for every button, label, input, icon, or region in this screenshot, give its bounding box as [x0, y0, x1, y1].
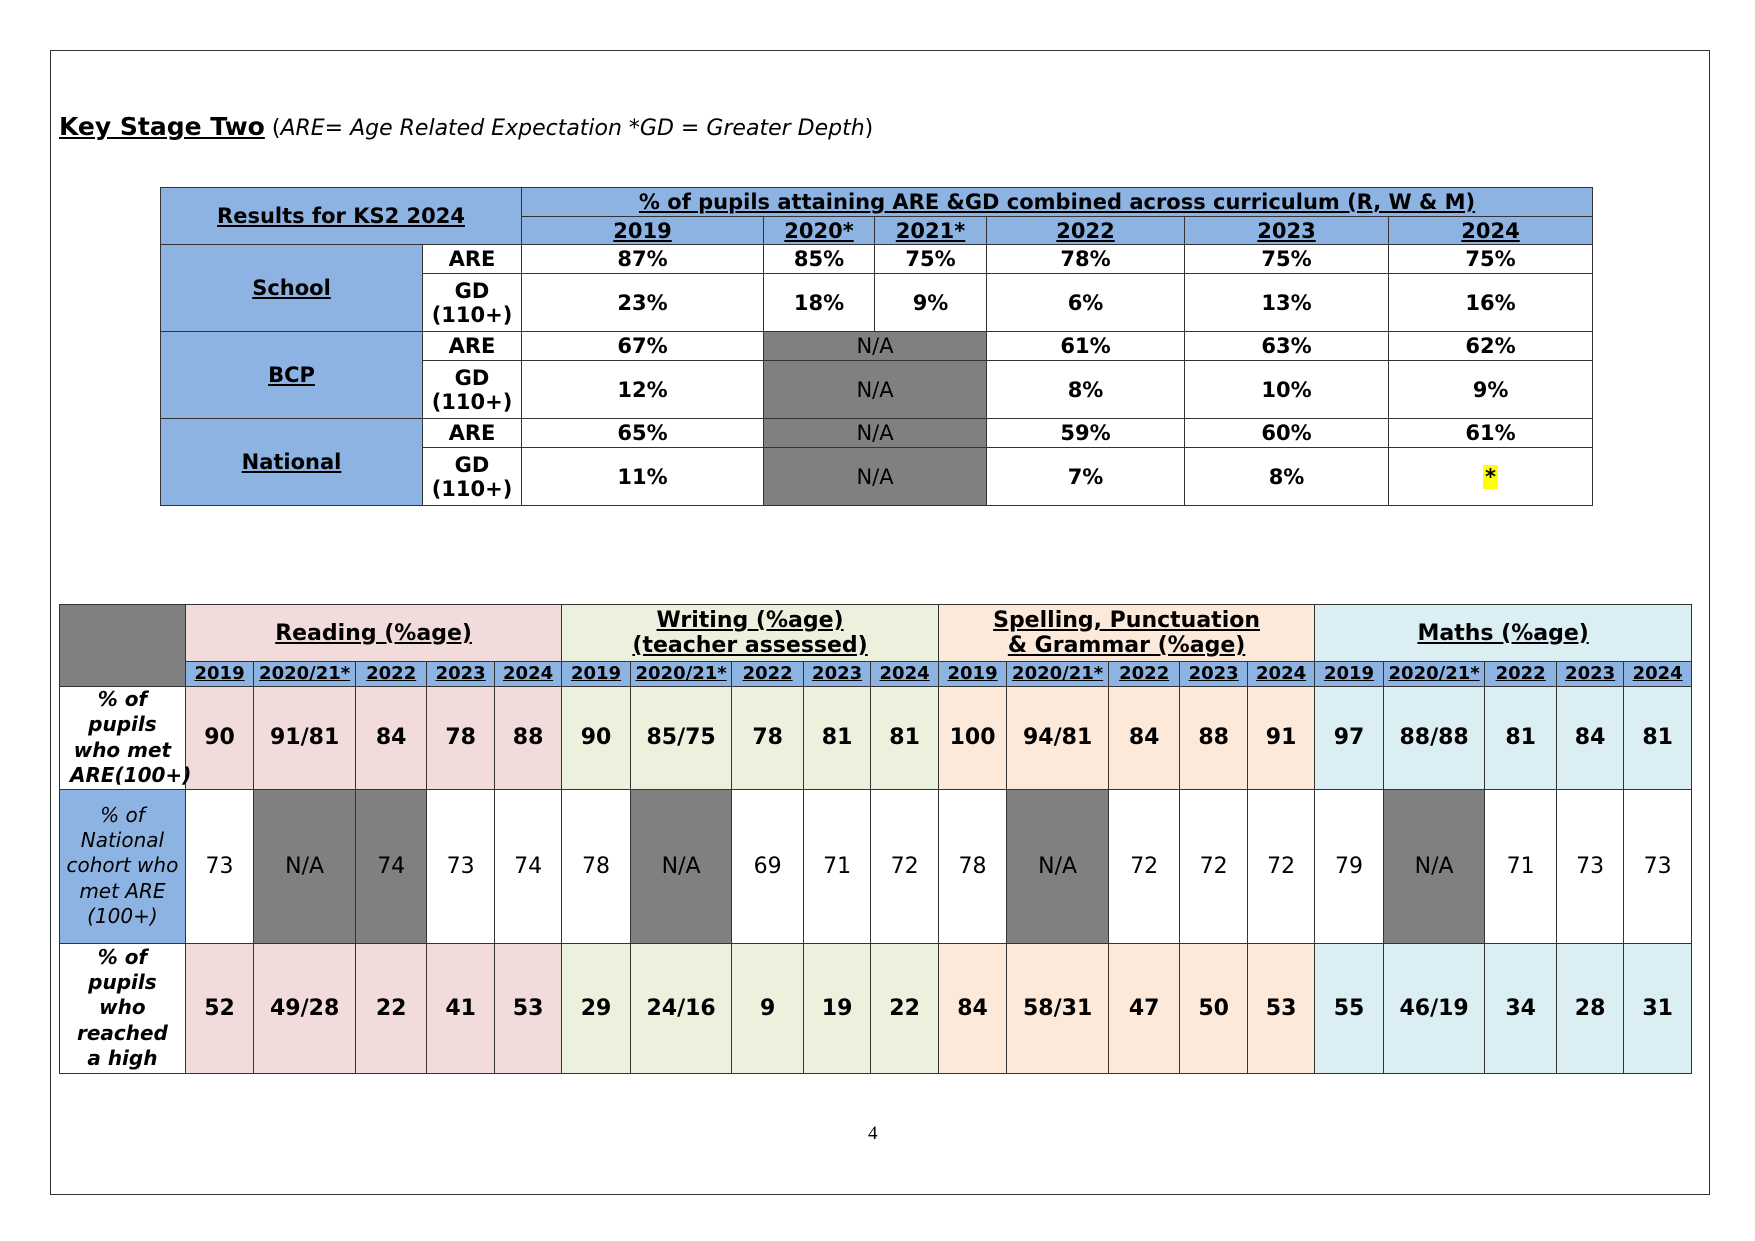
value-cell: 78 [562, 789, 630, 943]
heading-title: Key Stage Two [59, 112, 265, 141]
result-cell: 61% [1389, 419, 1593, 448]
year-header: 2023 [1180, 662, 1247, 687]
results-group-header: % of pupils attaining ARE &GD combined across curriculum (R, W & M) [522, 188, 1593, 217]
result-cell: 9% [1389, 361, 1593, 419]
value-cell: 74 [355, 789, 426, 943]
subject-header: Reading (%age) [185, 605, 561, 662]
value-cell: 72 [871, 789, 939, 943]
value-cell: 71 [803, 789, 870, 943]
value-cell: 81 [1624, 687, 1692, 790]
year-header: 2020/21* [630, 662, 732, 687]
subject-header: Writing (%age) (teacher assessed) [562, 605, 939, 662]
value-cell: 73 [427, 789, 494, 943]
year-header: 2024 [871, 662, 939, 687]
section-label-school: School [161, 245, 423, 332]
year-header: 2019 [938, 662, 1006, 687]
value-cell: 73 [1624, 789, 1692, 943]
year-header: 2021* [875, 217, 987, 245]
value-cell: 34 [1485, 943, 1556, 1073]
year-header: 2024 [1624, 662, 1692, 687]
result-cell: 65% [522, 419, 764, 448]
value-cell: 78 [427, 687, 494, 790]
year-header: 2020/21* [254, 662, 356, 687]
value-cell: 90 [562, 687, 630, 790]
value-cell: 81 [1485, 687, 1556, 790]
year-header: 2023 [1185, 217, 1389, 245]
ks2-results-table [160, 187, 1593, 506]
value-cell: 53 [1247, 943, 1314, 1073]
na-cell: N/A [764, 419, 987, 448]
year-header: 2024 [494, 662, 561, 687]
value-cell: 58/31 [1007, 943, 1109, 1073]
year-header: 2024 [1389, 217, 1593, 245]
page-number: 4 [868, 1123, 878, 1144]
result-cell: 8% [987, 361, 1185, 419]
year-header: 2022 [987, 217, 1185, 245]
result-cell: 8% [1185, 448, 1389, 506]
value-cell: 91 [1247, 687, 1314, 790]
value-cell: 90 [185, 687, 253, 790]
value-cell: 49/28 [254, 943, 356, 1073]
value-cell: 22 [871, 943, 939, 1073]
value-cell: 97 [1315, 687, 1383, 790]
value-cell: 88 [1180, 687, 1247, 790]
value-cell: 9 [732, 943, 803, 1073]
value-cell: 78 [732, 687, 803, 790]
year-header: 2019 [185, 662, 253, 687]
value-cell: 81 [803, 687, 870, 790]
year-header: 2020/21* [1007, 662, 1109, 687]
value-cell: 73 [1556, 789, 1623, 943]
result-cell: 75% [1185, 245, 1389, 274]
na-cell: N/A [764, 332, 987, 361]
result-cell: 78% [987, 245, 1185, 274]
value-cell: 24/16 [630, 943, 732, 1073]
value-cell: 47 [1108, 943, 1179, 1073]
row-label: % of pupils who met ARE(100+) [60, 687, 186, 790]
year-header: 2022 [1485, 662, 1556, 687]
value-cell: N/A [1383, 789, 1485, 943]
value-cell: 84 [355, 687, 426, 790]
measure-label: ARE [423, 419, 522, 448]
value-cell: 50 [1180, 943, 1247, 1073]
year-header: 2023 [803, 662, 870, 687]
value-cell: 72 [1247, 789, 1314, 943]
year-header: 2023 [427, 662, 494, 687]
page-heading [59, 112, 873, 141]
result-cell: 16% [1389, 274, 1593, 332]
value-cell: 84 [1108, 687, 1179, 790]
measure-label: ARE [423, 245, 522, 274]
result-cell: 60% [1185, 419, 1389, 448]
year-header: 2022 [732, 662, 803, 687]
year-header: 2019 [562, 662, 630, 687]
section-label-bcp: BCP [161, 332, 423, 419]
result-cell: 10% [1185, 361, 1389, 419]
value-cell: 100 [938, 687, 1006, 790]
measure-label: GD (110+) [423, 274, 522, 332]
subject-header: Maths (%age) [1315, 605, 1692, 662]
value-cell: 78 [938, 789, 1006, 943]
result-cell: 18% [764, 274, 875, 332]
heading-subtitle-close: ) [864, 116, 874, 141]
result-cell: 62% [1389, 332, 1593, 361]
value-cell: 28 [1556, 943, 1623, 1073]
na-cell: N/A [764, 361, 987, 419]
value-cell: N/A [1007, 789, 1109, 943]
value-cell: 69 [732, 789, 803, 943]
measure-label: GD (110+) [423, 448, 522, 506]
value-cell: 73 [185, 789, 253, 943]
result-cell: 11% [522, 448, 764, 506]
highlighted-asterisk: * [1485, 464, 1497, 489]
value-cell: 74 [494, 789, 561, 943]
value-cell: 22 [355, 943, 426, 1073]
result-cell: 13% [1185, 274, 1389, 332]
result-cell: 23% [522, 274, 764, 332]
row-label: % of pupils who reached a high [60, 943, 186, 1073]
value-cell: 19 [803, 943, 870, 1073]
value-cell: 53 [494, 943, 561, 1073]
measure-label: GD (110+) [423, 361, 522, 419]
year-header: 2019 [1315, 662, 1383, 687]
value-cell: N/A [630, 789, 732, 943]
value-cell: 55 [1315, 943, 1383, 1073]
result-cell: 9% [875, 274, 987, 332]
heading-subtitle-open: ( [264, 116, 281, 141]
value-cell: 84 [938, 943, 1006, 1073]
result-cell: 63% [1185, 332, 1389, 361]
value-cell: 79 [1315, 789, 1383, 943]
result-cell [1389, 448, 1593, 506]
value-cell: 84 [1556, 687, 1623, 790]
value-cell: 85/75 [630, 687, 732, 790]
result-cell: 61% [987, 332, 1185, 361]
result-cell: 12% [522, 361, 764, 419]
subjects-table [59, 604, 1692, 1074]
result-cell: 67% [522, 332, 764, 361]
value-cell: 41 [427, 943, 494, 1073]
value-cell: 71 [1485, 789, 1556, 943]
value-cell: 88 [494, 687, 561, 790]
year-header: 2024 [1247, 662, 1314, 687]
result-cell: 87% [522, 245, 764, 274]
subject-header: Spelling, Punctuation & Grammar (%age) [938, 605, 1314, 662]
corner-cell [60, 605, 186, 687]
result-cell: 85% [764, 245, 875, 274]
value-cell: 81 [871, 687, 939, 790]
na-cell: N/A [764, 448, 987, 506]
value-cell: 46/19 [1383, 943, 1485, 1073]
heading-subtitle: ARE= Age Related Expectation *GD = Greater Depth [280, 116, 865, 141]
year-header: 2022 [1108, 662, 1179, 687]
value-cell: 88/88 [1383, 687, 1485, 790]
results-corner-label: Results for KS2 2024 [161, 188, 522, 245]
year-header: 2020/21* [1383, 662, 1485, 687]
result-cell: 6% [987, 274, 1185, 332]
value-cell: 72 [1180, 789, 1247, 943]
measure-label: ARE [423, 332, 522, 361]
year-header: 2023 [1556, 662, 1623, 687]
year-header: 2020* [764, 217, 875, 245]
value-cell: 31 [1624, 943, 1692, 1073]
result-cell: 59% [987, 419, 1185, 448]
year-header: 2022 [355, 662, 426, 687]
value-cell: N/A [254, 789, 356, 943]
section-label-national: National [161, 419, 423, 506]
year-header: 2019 [522, 217, 764, 245]
result-cell: 75% [1389, 245, 1593, 274]
value-cell: 91/81 [254, 687, 356, 790]
value-cell: 29 [562, 943, 630, 1073]
result-cell: 7% [987, 448, 1185, 506]
result-cell: 75% [875, 245, 987, 274]
row-label: % of National cohort who met ARE (100+) [60, 789, 186, 943]
value-cell: 72 [1108, 789, 1179, 943]
value-cell: 94/81 [1007, 687, 1109, 790]
value-cell: 52 [185, 943, 253, 1073]
